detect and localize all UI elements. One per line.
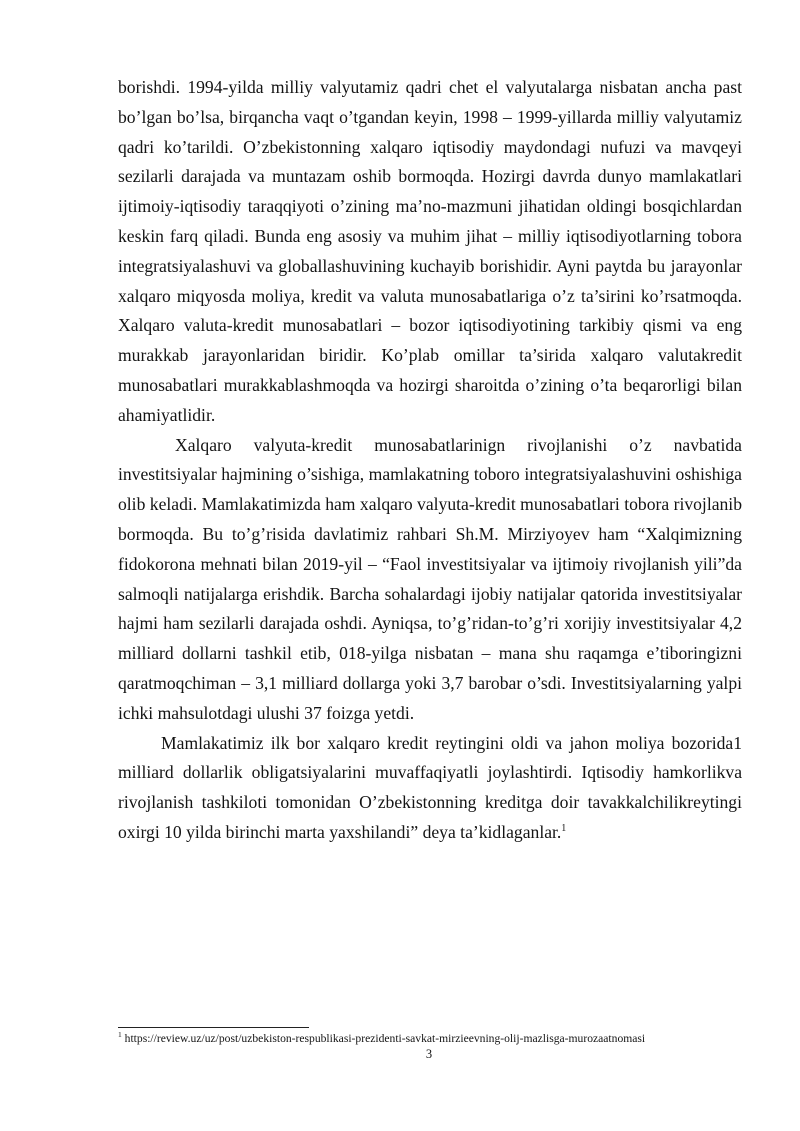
- paragraph: [118, 729, 742, 848]
- footnote-reference[interactable]: 1: [561, 823, 567, 835]
- paragraph-text: Mamlakatimiz ilk bor xalqaro kredit reytingini oldi va jahon moliya bozorida1 milliard dollarlik obligatsiyalarini muvaffaqiyatli joylashtirdi. Iqtisodiy hamkorlikva rivojlanish tashkiloti tomonidan O’zbekistonning kreditga doir tavakkalchilikreytingi oxirgi 10 yilda birinchi marta yaxshilandi” deya ta’kidlaganlar.: [118, 732, 742, 842]
- paragraph: Xalqaro valyuta-kredit munosabatlarinign rivojlanishi o’z navbatida investitsiyalar hajmining o’sishiga, mamlakatning toboro integratsiyalashuvini oshishiga olib keladi. Mamlakatimizda ham xalqaro valyuta-kredit munosabatlari tobora rivojlanib bormoqda. Bu to’g’risida davlatimiz rahbari Sh.M. Mirziyoyev ham “Xalqimizning fidokorona mehnati bilan 2019-yil – “Faol investitsiyalar va ijtimoiy rivojlanish yili”da salmoqli natijalarga erishdik. Barcha sohalardagi ijobiy natijalar qatorida investitsiyalar hajmi ham sezilarli darajada oshdi. Ayniqsa, to’g’ridan-to’g’ri xorijiy investitsiyalar 4,2 milliard dollarni tashkil etib, 018-yilga nisbatan – mana shu raqamga e’tiboringizni qaratmoqchiman – 3,1 milliard dollarga yoki 3,7 barobar o’sdi. Investitsiyalarning yalpi ichki mahsulotdagi ulushi 37 foizga yetdi.: [118, 434, 742, 723]
- body-text: [118, 73, 742, 848]
- footnote-number: 1: [118, 1030, 122, 1040]
- footnote-link[interactable]: https://review.uz/uz/post/uzbekiston-respublikasi-prezidenti-savkat-mirzieevning-olij-mazlisga-murozaatnomasi: [124, 1032, 646, 1045]
- footnote: [118, 1032, 758, 1046]
- paragraph: borishdi. 1994-yilda milliy valyutamiz qadri chet el valyutalarga nisbatan ancha past bo’lgan bo’lsa, birqancha vaqt o’tgandan keyin, 1998 – 1999-yillarda milliy valyutamiz qadri ko’tarildi. O’zbekistonning xalqaro iqtisodiy maydondagi nufuzi va mavqeyi sezilarli darajada va muntazam oshib bormoqda. Hozirgi davrda dunyo mamlakatlari ijtimoiy-iqtisodiy taraqqiyoti o’zining ma’no-mazmuni jihatidan oldingi bosqichlardan keskin farq qiladi. Bunda eng asosiy va muhim jihat – milliy iqtisodiyotlarning tobora integratsiyalashuvi va globallashuvining kuchayib borishidir. Ayni paytda bu jarayonlar xalqaro miqyosda moliya, kredit va valuta munosabatlariga o’z ta’sirini ko’rsatmoqda. Xalqaro valuta-kredit munosabatlari – bozor iqtisodiyotining tarkibiy qismi va eng murakkab jarayonlaridan biridir. Ko’plab omillar ta’sirida xalqaro valutakredit munosabatlari murakkablashmoqda va hozirgi sharoitda o’zining o’ta beqarorligi bilan ahamiyatlidir.: [118, 77, 742, 425]
- page-number: 3: [425, 1047, 433, 1061]
- footnote-divider: [118, 1027, 309, 1028]
